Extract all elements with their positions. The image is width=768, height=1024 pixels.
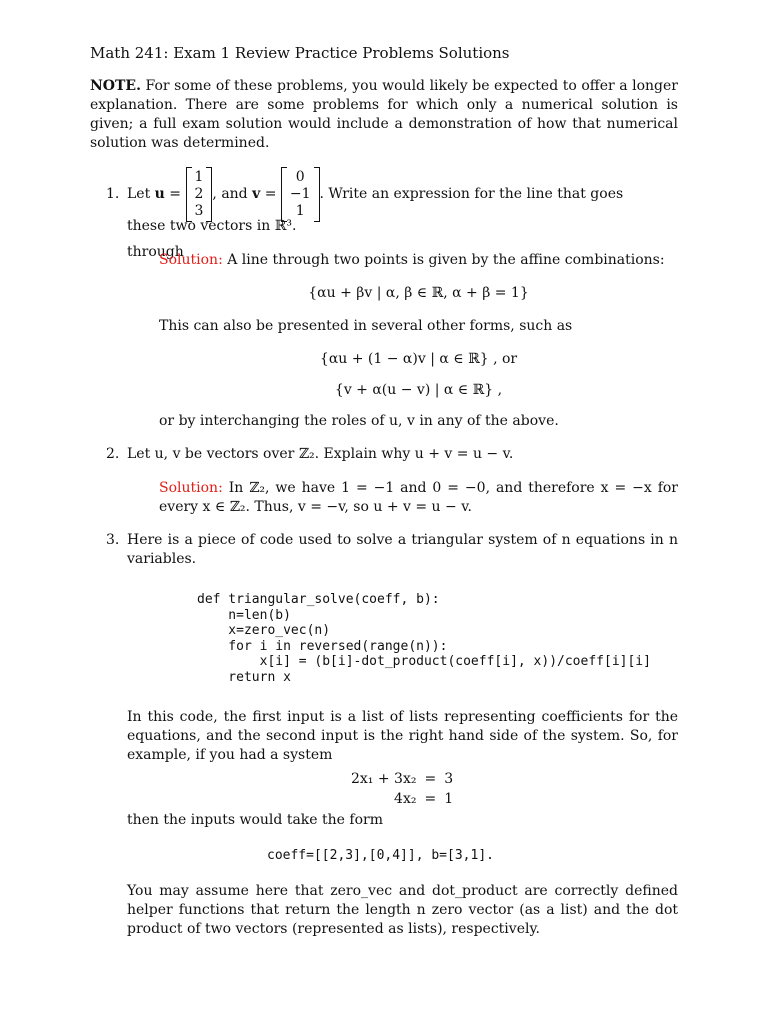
solution-text: A line through two points is given by the affine combinations:	[222, 252, 665, 268]
final-text: or by interchanging the roles of u, v in any of the above.	[159, 413, 559, 429]
system-row	[347, 769, 457, 789]
code-block: def triangular_solve(coeff, b): n=len(b) x=zero_vec(n) for i in reversed(range(n)): x[i] = (b[i]-dot_product(coeff[i], x))/coeff[i][i] return x	[197, 592, 651, 685]
system-rhs: 3	[444, 771, 454, 787]
v-entry: 1	[295, 202, 305, 219]
solution-1	[159, 251, 678, 431]
problem-2	[90, 445, 678, 517]
inputs-code: coeff=[[2,3],[0,4]], b=[3,1].	[267, 848, 494, 863]
solution-text: In ℤ₂, we have 1 = −1 and 0 = −0, and therefore x = −x for every x ∈ ℤ₂. Thus, v = −v, so u + v = u − v.	[159, 480, 678, 515]
note-paragraph	[90, 77, 678, 153]
equation-form-3: {v + α(u − v) | α ∈ ℝ} ,	[334, 382, 503, 398]
problem-1	[90, 165, 678, 431]
u-symbol: u	[154, 186, 165, 202]
equals: =	[164, 186, 186, 202]
page-title: Math 241: Exam 1 Review Practice Problems Solutions	[90, 44, 510, 62]
note-text: For some of these problems, you would likely be expected to offer a longer explanation. There are some problems for which only a numerical solution is given; a full exam solution would include a demonstration of how that numerical solution was determined.	[90, 78, 678, 151]
system-op: =	[424, 791, 437, 807]
equation-form-2: {αu + (1 − α)v | α ∈ ℝ} , or	[319, 351, 518, 367]
solution-2	[159, 479, 678, 517]
and-text: , and	[212, 186, 253, 202]
problem-3-para2: You may assume here that zero_vec and dot_product are correctly defined helper functions that return the length n zero vector (as a list) and the dot product of two vectors (represented as lists), respectively.	[127, 882, 678, 937]
also-text: This can also be presented in several other forms, such as	[159, 318, 573, 334]
v-entry: 0	[295, 168, 305, 185]
document-page	[90, 44, 678, 939]
u-vector	[186, 169, 213, 220]
solution-label: Solution:	[159, 480, 223, 496]
system-row	[347, 789, 457, 809]
problem-1-rest: . Write an expression for the line that goes through	[127, 186, 624, 260]
problem-number: 3.	[106, 532, 120, 548]
let-text: Let	[127, 186, 155, 202]
problem-3-para1: In this code, the first input is a list of lists representing coefficients for the equations, and the second input is the right hand side of the system. So, for example, if you had a system	[127, 709, 678, 763]
problem-number: 2.	[106, 446, 120, 462]
u-entry: 1	[194, 168, 204, 185]
note-label: NOTE.	[90, 78, 141, 94]
equation-system	[127, 769, 678, 809]
system-op: =	[424, 771, 437, 787]
problem-1-line2: these two vectors in ℝ³.	[127, 218, 297, 234]
problem-2-text: Let u, v be vectors over ℤ₂. Explain why u + v = u − v.	[127, 446, 514, 462]
solution-label: Solution:	[159, 252, 223, 268]
problem-3	[90, 531, 678, 939]
v-vector	[281, 169, 320, 220]
u-entry: 2	[194, 185, 204, 202]
v-symbol: v	[252, 186, 261, 202]
problem-3-text: Here is a piece of code used to solve a triangular system of n equations in n variables.	[127, 532, 678, 567]
problem-number: 1.	[106, 186, 120, 202]
system-lhs: 4x₂	[394, 791, 417, 807]
equation-affine: {αu + βv | α, β ∈ ℝ, α + β = 1}	[308, 285, 529, 301]
v-entry: −1	[289, 185, 311, 202]
u-entry: 3	[194, 202, 204, 219]
equals: =	[260, 186, 281, 202]
then-text: then the inputs would take the form	[127, 812, 383, 828]
system-lhs: 2x₁ + 3x₂	[351, 771, 417, 787]
system-rhs: 1	[444, 791, 454, 807]
